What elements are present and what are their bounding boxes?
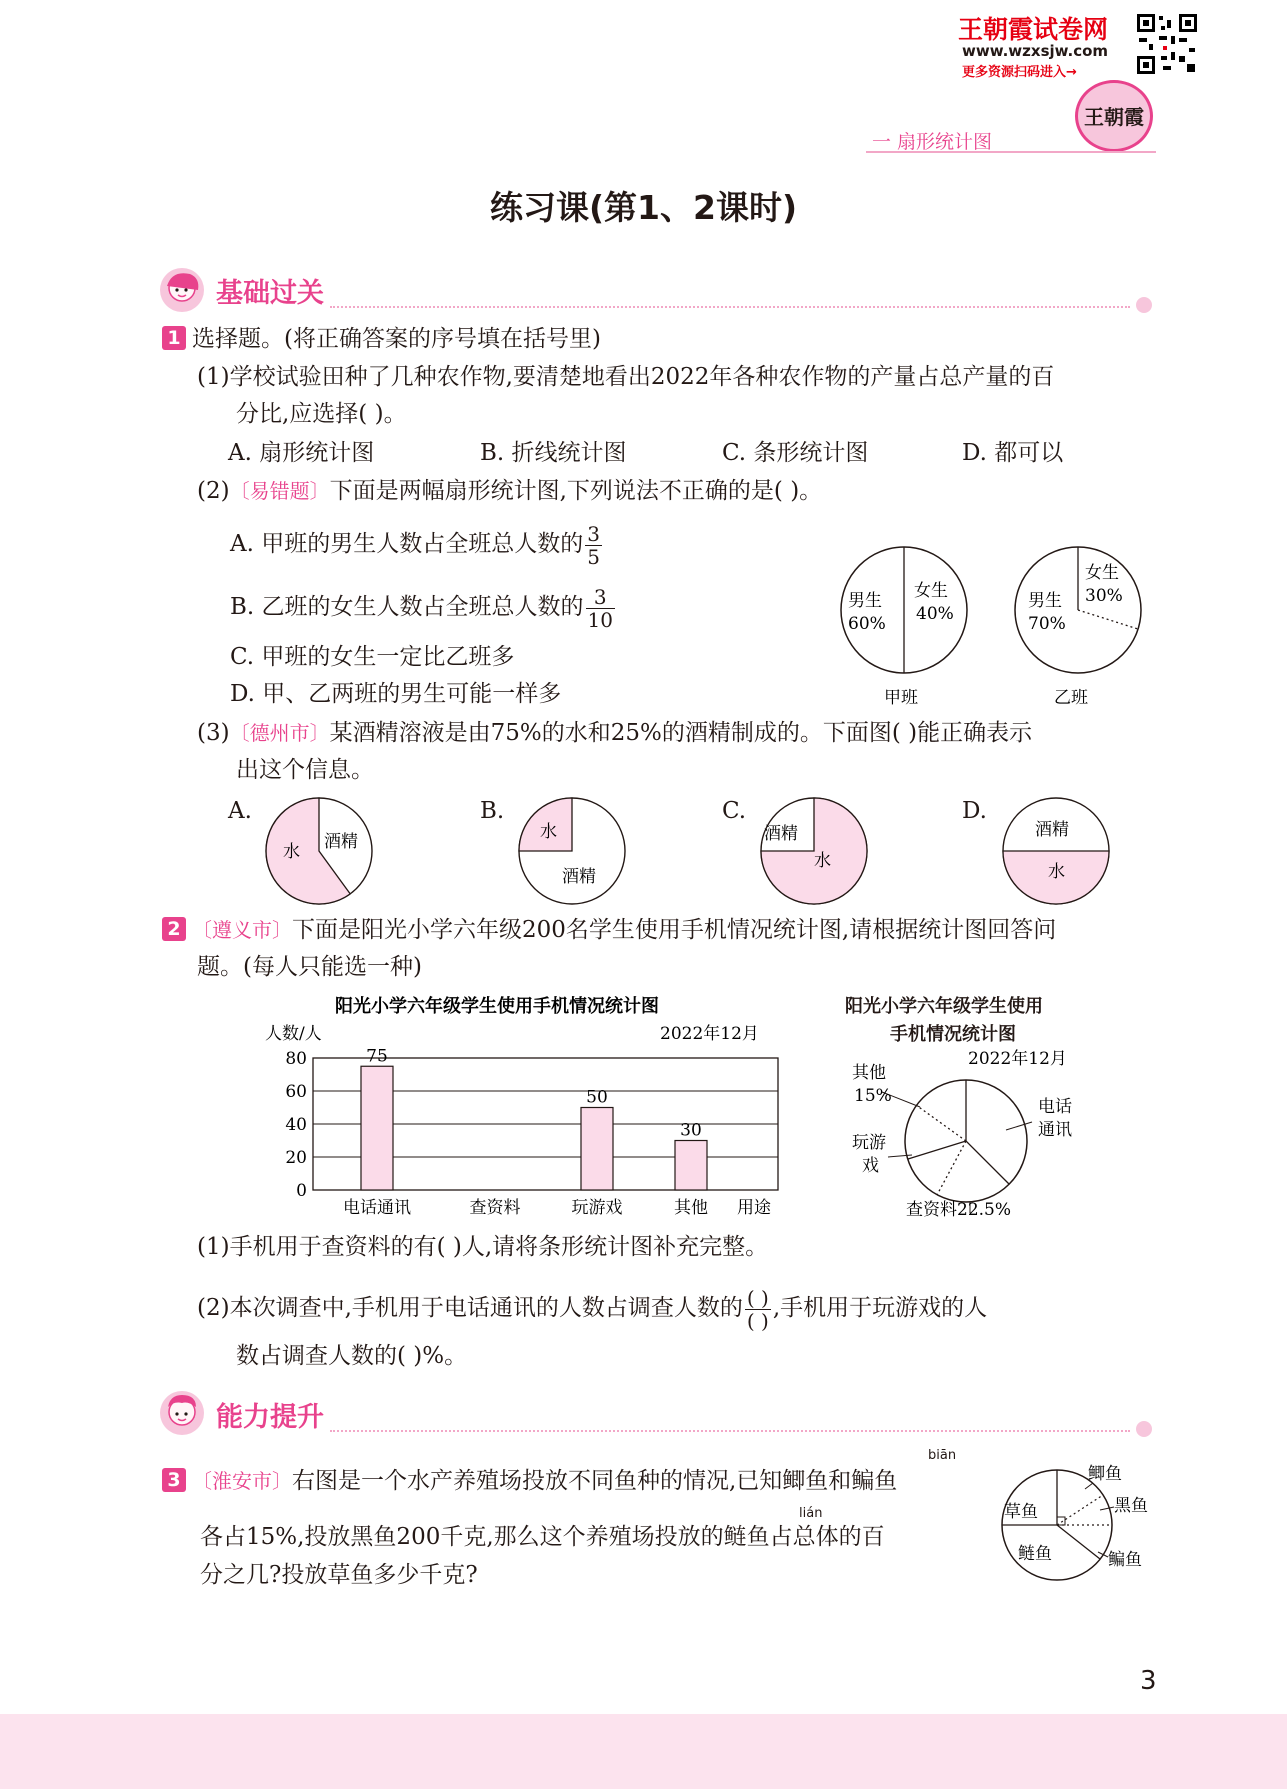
chapter-label: 一 扇形统计图 [872,131,993,153]
q1-1-option-d[interactable]: D. 都可以 [962,440,1064,466]
q2-1: (1)手机用于查资料的有( )人,请将条形统计图补充完整。 [197,1234,769,1260]
pie-title-line1: 阳光小学六年级学生使用 [845,996,1043,1017]
q3-line2: 各占15%,投放黑鱼200千克,那么这个养殖场投放的鲢鱼占总体的百 [200,1524,885,1550]
q1-3-prefix: (3) [197,720,230,746]
q3-text-1: 右图是一个水产养殖场投放不同鱼种的情况,已知鲫鱼和鳊鱼 [292,1468,898,1494]
bar [361,1066,393,1190]
q2-stem [162,913,1056,947]
fraction-denominator: 10 [587,607,613,632]
brand-title: 王朝霞试卷网 [958,15,1109,44]
q1-2-option-b-text: B. 乙班的女生人数占全班总人数的 [230,594,584,620]
x-category-label: 电话通讯 [343,1198,411,1218]
pie-name: 甲班 [884,688,918,708]
bar-value-label: 50 [586,1087,608,1108]
page-title: 练习课(第1、2课时) [489,188,798,227]
q1-1-option-a[interactable]: A. 扇形统计图 [228,440,375,466]
label-girl-pct: 30% [1085,586,1123,606]
label-research: 查资料22.5% [906,1200,1012,1220]
bar [675,1141,707,1191]
x-axis-label: 用途 [737,1198,771,1218]
fraction-denominator: 5 [587,544,600,569]
y-tick-label: 40 [285,1115,307,1135]
girl-mascot-icon [158,266,208,314]
brand-slogan: 更多资源扫码进入→ [962,65,1077,80]
option-b-pie[interactable] [516,795,628,907]
usage-pie-chart [840,1045,1100,1225]
chart-date: 2022年12月 [660,1024,759,1044]
q1-2-text: 下面是两幅扇形统计图,下列说法不正确的是( )。 [329,478,823,504]
label-grass: 草鱼 [1004,1502,1038,1522]
option-d-pie[interactable] [1000,795,1112,907]
q1-2-option-a[interactable] [230,516,604,572]
q2-line2: 题。(每人只能选一种) [197,954,422,980]
fish-pie-chart [990,1455,1170,1595]
q2-text: 下面是阳光小学六年级200名学生使用手机情况统计图,请根据统计图回答问 [292,917,1057,943]
q1-3-letter-d[interactable]: D. [962,798,987,824]
q1-3-text: 某酒精溶液是由75%的水和25%的酒精制成的。下面图( )能正确表示 [329,720,1033,746]
pie-name: 乙班 [1054,688,1088,708]
fraction-3-10 [586,586,615,631]
label-other-pct: 15% [854,1086,892,1106]
water-label: 水 [814,851,831,871]
q2-2-line1 [197,1278,987,1338]
label-black: 黑鱼 [1114,1496,1148,1516]
blank-denominator: ( ) [746,1308,769,1333]
bar [581,1108,613,1191]
q1-3-stem [197,716,1032,750]
x-category-label: 其他 [674,1198,708,1218]
q2-2-text-b: ,手机用于玩游戏的人 [772,1295,988,1321]
label-silver: 鲢鱼 [1018,1544,1052,1564]
logo-seal [1075,80,1153,152]
section-divider-advanced [330,1430,1130,1432]
label-bream: 鳊鱼 [1108,1550,1142,1570]
q1-1-option-b[interactable]: B. 折线统计图 [480,440,627,466]
divider-dot-icon [1136,1421,1152,1437]
divider-dot-icon [1136,297,1152,313]
alcohol-label: 酒精 [1035,820,1069,840]
q3-number: 3 [162,1468,186,1492]
q2-2-line2: 数占调查人数的( )%。 [236,1343,468,1369]
label-phone-1: 电话 [1038,1097,1072,1117]
brand-url[interactable]: www.wzxsjw.com [962,42,1109,60]
pie-date: 2022年12月 [968,1049,1067,1069]
pie-chart-yi [1010,540,1150,710]
pie-title-line2: 手机情况统计图 [890,1024,1016,1045]
y-axis-label: 人数/人 [265,1024,322,1044]
q1-stem [162,322,601,356]
pie-chart-jia [836,540,976,710]
q1-2-option-d[interactable]: D. 甲、乙两班的男生可能一样多 [230,681,562,707]
q1-2-stem [197,474,822,508]
label-girl: 女生 [914,581,948,601]
label-game-1: 玩游 [852,1133,886,1153]
alcohol-label: 酒精 [562,867,596,887]
y-tick-label: 20 [285,1148,307,1168]
logo-text: 王朝霞 [1084,105,1144,129]
q1-1-option-c[interactable]: C. 条形统计图 [722,440,869,466]
bar-value-label: 75 [366,1046,388,1067]
q1-1-line1: (1)学校试验田种了几种农作物,要清楚地看出2022年各种农作物的产量占总产量的百 [197,364,1055,390]
q2-number: 2 [162,917,186,941]
q3-line1 [162,1464,897,1498]
pinyin-bian: biān [928,1448,957,1463]
q3-line3: 分之几?投放草鱼多少千克? [200,1562,478,1588]
fraction-3-5 [585,523,602,568]
water-label: 水 [283,842,300,862]
fraction-numerator: 3 [586,586,615,609]
y-tick-label: 0 [296,1181,307,1201]
q1-3-letter-a[interactable]: A. [228,798,252,824]
q1-2-tag: 〔易错题〕 [229,479,330,503]
q2-tag: 〔遵义市〕 [192,918,292,942]
q1-1-line2: 分比,应选择( )。 [236,401,407,427]
y-tick-label: 60 [285,1082,307,1102]
page-number: 3 [1140,1666,1157,1696]
y-tick-label: 80 [285,1049,307,1069]
q1-2-prefix: (2) [197,478,230,504]
x-category-label: 查资料 [469,1198,521,1218]
blank-numerator: ( ) [746,1285,769,1310]
label-boy: 男生 [848,591,882,611]
blank-fraction[interactable] [745,1287,771,1332]
chapter-underline [866,151,1156,153]
pinyin-lian: lián [799,1506,823,1521]
section-title-basic: 基础过关 [216,278,324,309]
label-crucian: 鲫鱼 [1088,1464,1122,1484]
chart-title: 阳光小学六年级学生使用手机情况统计图 [335,996,659,1017]
qr-code-icon[interactable] [1135,12,1199,76]
option-c-pie[interactable] [758,795,870,907]
bar-value-label: 30 [680,1120,702,1141]
label-other: 其他 [852,1063,886,1083]
q1-number: 1 [162,326,186,350]
label-game-2: 戏 [862,1156,879,1176]
q1-2-option-a-text: A. 甲班的男生人数占全班总人数的 [230,531,584,557]
alcohol-label: 酒精 [764,824,798,844]
x-category-label: 玩游戏 [571,1198,623,1218]
footer-band [0,1714,1287,1789]
bar-chart [255,990,785,1230]
q1-2-option-c[interactable]: C. 甲班的女生一定比乙班多 [230,644,515,670]
label-boy: 男生 [1028,591,1062,611]
q1-3-letter-c[interactable]: C. [722,798,747,824]
q2-2-text-a: (2)本次调查中,手机用于电话通讯的人数占调查人数的 [197,1295,743,1321]
section-divider-basic [330,306,1130,308]
q1-3-tag: 〔德州市〕 [229,721,330,745]
water-label: 水 [540,822,557,842]
q3-tag: 〔淮安市〕 [192,1469,292,1493]
fraction-numerator: 3 [587,521,600,546]
q1-3-line2: 出这个信息。 [236,757,374,783]
label-girl-pct: 40% [916,604,954,624]
label-girl: 女生 [1085,563,1119,583]
water-label: 水 [1048,862,1065,882]
label-phone-2: 通讯 [1038,1120,1072,1140]
alcohol-label: 酒精 [324,832,358,852]
label-boy-pct: 70% [1028,614,1066,634]
q1-2-option-b[interactable] [230,579,617,635]
option-a-pie[interactable] [263,795,375,907]
boy-mascot-icon [158,1389,208,1437]
section-title-advanced: 能力提升 [216,1402,324,1433]
q1-stem-text: 选择题。(将正确答案的序号填在括号里) [192,326,601,352]
label-boy-pct: 60% [848,614,886,634]
q1-3-letter-b[interactable]: B. [480,798,505,824]
